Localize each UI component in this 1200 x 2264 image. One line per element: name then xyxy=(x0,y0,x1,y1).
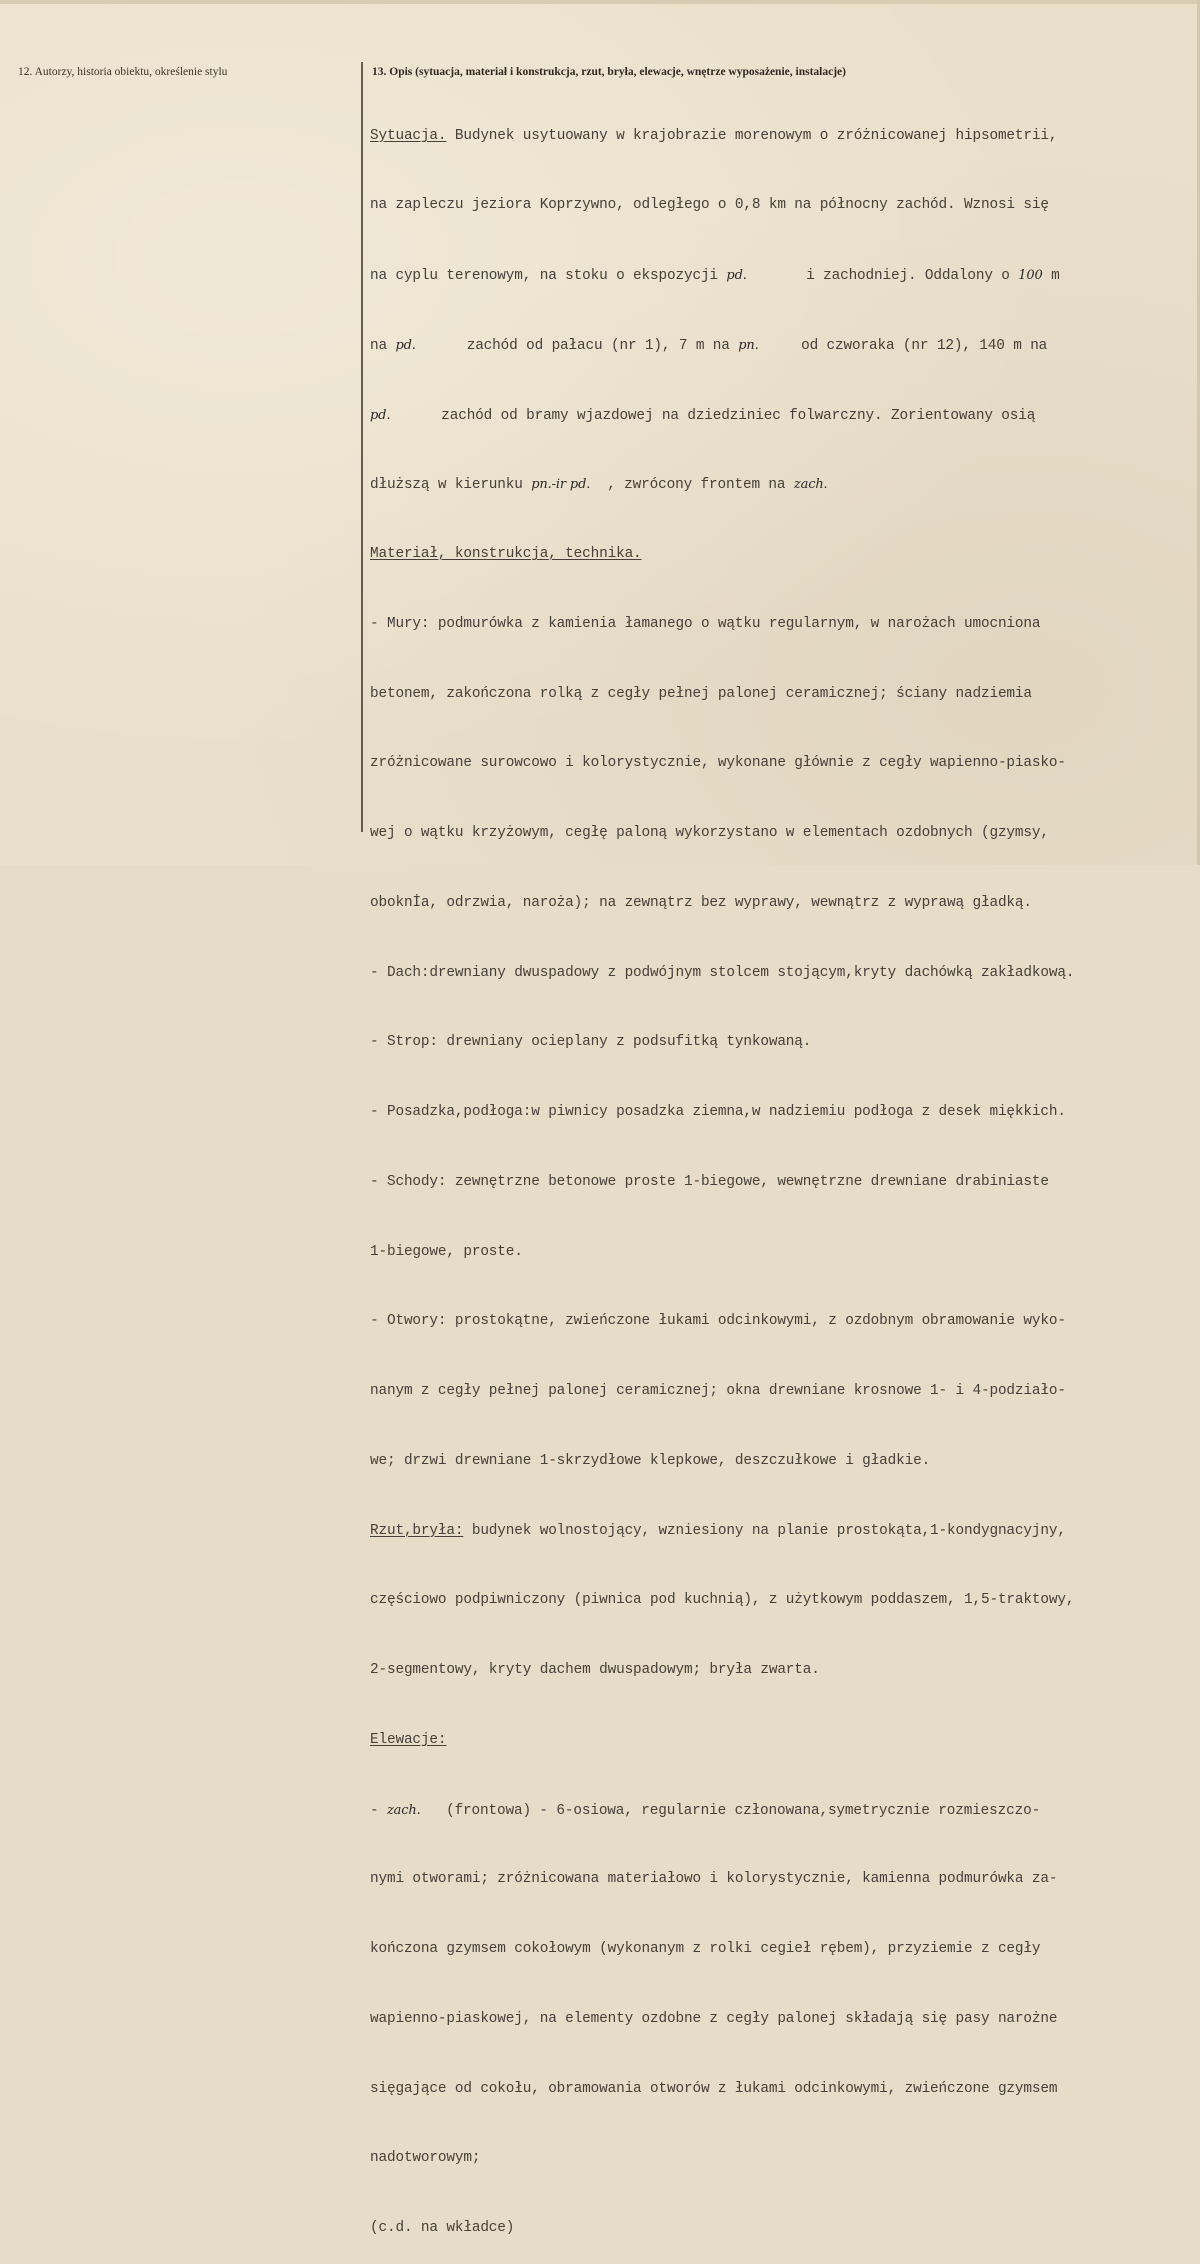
text-line-30: nadotworowym; xyxy=(370,2150,481,2167)
line-text: , zwrócony frontem na xyxy=(590,477,794,494)
text-line-12: oboknİa, odrzwia, naroża); na zewnątrz bez wyprawy, wewnątrz z wyprawą gładką. xyxy=(370,894,1032,911)
line-text: zachód od bramy wjazdowej na dziedziniec folwarczny. Zorientowany osią xyxy=(390,407,1036,424)
text-line-29: sięgające od cokołu, obramowania otworów z łukami odcinkowymi, zwieńczone gzymsem xyxy=(370,2080,1058,2097)
text-line-6 xyxy=(370,473,1190,496)
handwritten-note: pd. xyxy=(370,407,391,423)
field-13-heading: 13. Opis (sytuacja, materiał i konstrukcja, rzut, bryła, elewacje, wnętrze wyposażenie, instalacje) xyxy=(372,66,846,78)
text-line-25 xyxy=(370,1799,1190,1822)
text-line-27: kończona gzymsem cokołowym (wykonanym z rolki cegieł rębem), przyziemie z cegły xyxy=(370,1941,1041,1957)
section-heading-material: Materiał, konstrukcja, technika. xyxy=(370,546,642,562)
line-text: dłuższą w kierunku xyxy=(370,477,532,494)
description-text xyxy=(370,78,1190,2264)
text-line-5 xyxy=(370,404,1190,427)
text-line-15: - Posadzka,podłoga:w piwnicy posadzka ziemna,w nadziemiu podłoga z desek miękkich. xyxy=(370,1104,1066,1120)
section-heading-rzut: Rzut,bryła: xyxy=(370,1522,464,1539)
text-line-4 xyxy=(370,334,1190,357)
text-line-31: (c.d. na wkładce) xyxy=(370,2220,515,2236)
text-line-14: - Strop: drewniany ocieplany z podsufitką tynkowaną. xyxy=(370,1034,812,1051)
handwritten-note: 100 xyxy=(1018,268,1043,283)
handwritten-note: zach. xyxy=(793,477,828,493)
handwritten-note: pn.-ir pd. xyxy=(531,477,591,493)
line-text: - xyxy=(370,1802,387,1819)
column-divider xyxy=(361,62,363,832)
text-line-1 xyxy=(370,125,1190,148)
line-text: Budynek usytuowany w krajobrazie morenowym o zróżnicowanej hipsometrii, xyxy=(446,127,1058,144)
text-line-13: - Dach:drewniany dwuspadowy z podwójnym stolcem stojącym,kryty dachówką zakładkową. xyxy=(370,964,1075,981)
line-text: na cyplu terenowym, na stoku o ekspozycji xyxy=(370,268,727,284)
text-line-21 xyxy=(370,1520,1190,1543)
text-line-16: - Schody: zewnętrzne betonowe proste 1-biegowe, wewnętrzne drewniane drabiniaste xyxy=(370,1173,1049,1190)
field-12-heading: 12. Autorzy, historia obiektu, określenie stylu xyxy=(18,66,228,78)
text-line-9: betonem, zakończona rolką z cegły pełnej palonej ceramicznej; ściany nadziemia xyxy=(370,685,1032,702)
text-line-3 xyxy=(370,264,1190,287)
handwritten-note: pd. xyxy=(395,337,416,353)
line-text: zachód od pałacu (nr 1), 7 m na xyxy=(415,337,739,354)
line-text: budynek wolnostojący, wzniesiony na planie prostokąta,1-kondygnacyjny, xyxy=(463,1522,1066,1539)
line-text: m xyxy=(1042,268,1060,284)
handwritten-note: pd. xyxy=(726,268,747,283)
text-line-11: wej o wątku krzyżowym, cegłę paloną wykorzystano w elementach ozdobnych (gzymsy, xyxy=(370,825,1049,841)
text-line-10: zróżnicowane surowcowo i kolorystycznie, wykonane głównie z cegły wapienno-piasko- xyxy=(370,755,1066,772)
text-line-8: - Mury: podmurówka z kamienia łamanego o wątku regularnym, w narożach umocniona xyxy=(370,615,1041,632)
text-line-28: wapienno-piaskowej, na elementy ozdobne z cegły palonej składają się pasy narożne xyxy=(370,2010,1058,2027)
handwritten-note: pn. xyxy=(738,337,759,353)
text-line-23: 2-segmentowy, kryty dachem dwuspadowym; bryła zwarta. xyxy=(370,1662,820,1678)
line-text: od czworaka (nr 12), 140 m na xyxy=(758,337,1048,354)
text-line-22: częściowo podpiwniczony (piwnica pod kuchnią), z użytkowym poddaszem, 1,5-traktowy, xyxy=(370,1592,1075,1609)
text-line-26: nymi otworami; zróżnicowana materiałowo i kolorystycznie, kamienna podmurówka za- xyxy=(370,1871,1058,1888)
text-line-2: na zapleczu jeziora Koprzywno, odległego o 0,8 km na północny zachód. Wznosi się xyxy=(370,197,1049,214)
line-text: i zachodniej. Oddalony o xyxy=(746,268,1019,284)
line-text: na xyxy=(370,337,396,354)
text-line-17: 1-biegowe, proste. xyxy=(370,1243,523,1260)
line-text: (frontowa) - 6-osiowa, regularnie członowana,symetrycznie rozmieszczo- xyxy=(420,1802,1041,1819)
text-line-20: we; drzwi drewniane 1-skrzydłowe klepkowe, deszczułkowe i gładkie. xyxy=(370,1452,931,1469)
handwritten-note: zach. xyxy=(386,1802,421,1818)
section-heading-elewacje: Elewacje: xyxy=(370,1731,447,1748)
page-top-edge xyxy=(0,0,1200,4)
text-line-19: nanym z cegły pełnej palonej ceramicznej; okna drewniane krosnowe 1- i 4-podziało- xyxy=(370,1383,1066,1399)
section-heading-sytuacja: Sytuacja. xyxy=(370,127,447,144)
text-line-18: - Otwory: prostokątne, zwieńczone łukami odcinkowymi, z ozdobnym obramowanie wyko- xyxy=(370,1313,1066,1330)
